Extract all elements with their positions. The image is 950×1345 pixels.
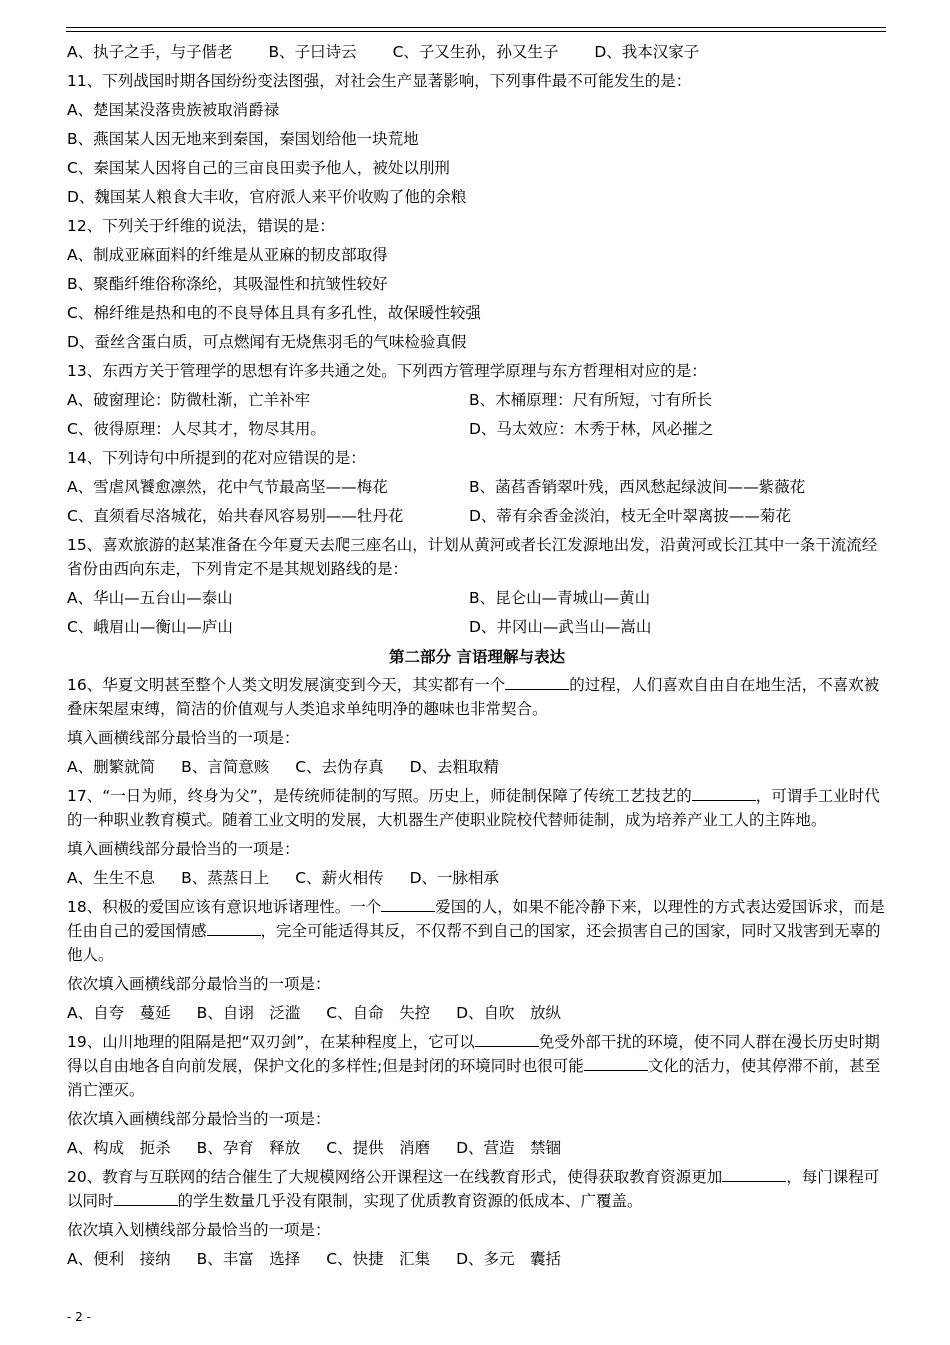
header-rule xyxy=(66,27,886,28)
question-text: 19、山川地理的阻隔是把“双刃剑”，在某种程度上，它可以 xyxy=(67,1033,475,1051)
question-text: 爱国的人，如果不能冷静下来，以理性的方式表达爱国诉求，而是任由自己的爱国情感 xyxy=(67,898,885,940)
option-b: B、孕育 释放 xyxy=(196,1139,301,1157)
options-row xyxy=(67,1245,887,1274)
option-a: A、华山—五台山—泰山 xyxy=(67,589,233,607)
option-c: C、去伪存真 xyxy=(295,758,384,776)
option-c: C、提供 消磨 xyxy=(326,1139,431,1157)
option-b: B、昆仑山—青城山—黄山 xyxy=(469,589,651,607)
option-a: A、构成 扼杀 xyxy=(67,1139,171,1157)
fill-blank xyxy=(692,786,756,801)
question-17 xyxy=(67,782,887,832)
question-prompt: 依次填入画横线部分最恰当的一项是： xyxy=(67,975,331,993)
options-row xyxy=(67,386,887,415)
document-body xyxy=(67,38,887,1274)
option-d: D、魏国某人粮食大丰收，官府派人来平价收购了他的余粮 xyxy=(67,188,467,206)
question-text: 16、华夏文明甚至整个人类文明发展演变到今天，其实都有一个 xyxy=(67,676,506,694)
options-row xyxy=(67,999,887,1028)
question-text: 18、积极的爱国应该有意识地诉诸理性。一个 xyxy=(67,898,382,916)
fill-blank xyxy=(584,1056,648,1071)
option-c: C、峨眉山—衡山—庐山 xyxy=(67,618,233,636)
options-row xyxy=(67,864,887,893)
options-row xyxy=(67,502,887,531)
option-c: C、直须看尽洛城花，始共春风容易别——牡丹花 xyxy=(67,507,404,525)
option-d: D、井冈山—武当山—嵩山 xyxy=(469,618,652,636)
fill-blank xyxy=(207,921,261,936)
question-text: 免受外部干扰的环境，使不同人群在漫长历史时期得以自由地各自向前发展，保护文化的多样性;但是封闭的环境同时也很可能 xyxy=(67,1033,880,1075)
question-16 xyxy=(67,671,887,721)
fill-blank xyxy=(475,1032,539,1047)
option-a: A、生生不息 xyxy=(67,869,156,887)
question-text: 文化的活力，使其停滞不前，甚至消亡湮灭。 xyxy=(67,1057,881,1099)
option-b: B、蒸蒸日上 xyxy=(181,869,270,887)
question-14: 14、下列诗句中所提到的花对应错误的是： xyxy=(67,449,366,467)
question-text: ，完全可能适得其反，不仅帮不到自己的国家，还会损害自己的国家，同时又戕害到无辜的他人。 xyxy=(67,922,881,964)
question-13: 13、东西方关于管理学的思想有许多共通之处。下列西方管理学原理与东方哲理相对应的是： xyxy=(67,362,707,380)
question-prompt: 填入画横线部分最恰当的一项是： xyxy=(67,729,300,747)
option-d: D、去粗取精 xyxy=(409,758,500,776)
fill-blank xyxy=(505,675,569,690)
question-text: 的过程，人们喜欢自由自在地生活，不喜欢被叠床架屋束缚，简洁的价值观与人类追求单纯明净的趣味也非常契合。 xyxy=(67,676,880,718)
option-a: A、破窗理论：防微杜渐，亡羊补牢 xyxy=(67,391,311,409)
section-heading: 第二部分 言语理解与表达 xyxy=(389,647,565,666)
option-d: D、蒂有余香金淡泊，枝无全叶翠离披——菊花 xyxy=(469,507,791,525)
option-c: C、快捷 汇集 xyxy=(326,1250,431,1268)
question-12: 12、下列关于纤维的说法，错误的是： xyxy=(67,217,335,235)
option-c: C、秦国某人因将自己的三亩良田卖予他人，被处以刖刑 xyxy=(67,159,450,177)
option-d: D、蚕丝含蛋白质，可点燃闻有无烧焦羽毛的气味检验真假 xyxy=(67,333,467,351)
option-b: B、菡萏香销翠叶残，西风愁起绿波间——紫薇花 xyxy=(469,478,806,496)
option-c: C、自命 失控 xyxy=(326,1004,431,1022)
option-b: B、丰富 选择 xyxy=(196,1250,301,1268)
question-10-options: A、执子之手，与子偕老 B、子曰诗云 C、子又生孙，孙又生子 D、我本汉家子 xyxy=(67,43,700,61)
option-c: C、棉纤维是热和电的不良导体且具有多孔性，故保暖性较强 xyxy=(67,304,481,322)
question-11: 11、下列战国时期各国纷纷变法图强，对社会生产显著影响，下列事件最不可能发生的是： xyxy=(67,72,692,90)
fill-blank xyxy=(381,897,435,912)
options-row xyxy=(67,584,887,613)
question-15: 15、喜欢旅游的赵某准备在今年夏天去爬三座名山，计划从黄河或者长江发源地出发，沿黄河或长江其中一条干流流经省份由西向东走，下列肯定不是其规划路线的是： xyxy=(67,536,878,578)
option-b: B、聚酯纤维俗称涤纶，其吸湿性和抗皱性较好 xyxy=(67,275,388,293)
question-prompt: 依次填入画横线部分最恰当的一项是： xyxy=(67,1110,331,1128)
question-text: 17、“一日为师，终身为父”，是传统师徒制的写照。历史上，师徒制保障了传统工艺技艺的 xyxy=(67,787,692,805)
question-19 xyxy=(67,1028,887,1102)
option-b: B、自诩 泛滥 xyxy=(196,1004,301,1022)
question-18 xyxy=(67,893,887,967)
option-b: B、木桶原理：尺有所短，寸有所长 xyxy=(469,391,713,409)
question-prompt: 填入画横线部分最恰当的一项是： xyxy=(67,840,300,858)
option-b: B、燕国某人因无地来到秦国，秦国划给他一块荒地 xyxy=(67,130,419,148)
options-row xyxy=(67,613,887,642)
question-prompt: 依次填入划横线部分最恰当的一项是： xyxy=(67,1221,331,1239)
option-a: A、便利 接纳 xyxy=(67,1250,171,1268)
options-row xyxy=(67,415,887,444)
options-row xyxy=(67,753,887,782)
options-row xyxy=(67,1134,887,1163)
option-d: D、自吹 放纵 xyxy=(456,1004,562,1022)
option-a: A、楚国某没落贵族被取消爵禄 xyxy=(67,101,280,119)
question-text: 20、教育与互联网的结合催生了大规模网络公开课程这一在线教育形式，使得获取教育资源更加 xyxy=(67,1168,723,1186)
option-a: A、自夸 蔓延 xyxy=(67,1004,171,1022)
option-d: D、多元 囊括 xyxy=(456,1250,562,1268)
option-d: D、马太效应：木秀于林，风必摧之 xyxy=(469,420,714,438)
question-text: ，每门课程可以同时 xyxy=(67,1168,880,1210)
option-c: C、彼得原理：人尽其才，物尽其用。 xyxy=(67,420,326,438)
header-rule-thin xyxy=(66,31,886,32)
question-text: 的学生数量几乎没有限制，实现了优质教育资源的低成本、广覆盖。 xyxy=(177,1192,643,1210)
page-number: - 2 - xyxy=(67,1310,91,1324)
fill-blank xyxy=(114,1191,178,1206)
option-a: A、删繁就简 xyxy=(67,758,156,776)
option-a: A、制成亚麻面料的纤维是从亚麻的韧皮部取得 xyxy=(67,246,388,264)
fill-blank xyxy=(722,1167,786,1182)
question-20 xyxy=(67,1163,887,1213)
option-c: C、薪火相传 xyxy=(295,869,384,887)
option-b: B、言简意赅 xyxy=(181,758,270,776)
option-d: D、营造 禁锢 xyxy=(456,1139,562,1157)
option-d: D、一脉相承 xyxy=(409,869,500,887)
options-row xyxy=(67,473,887,502)
question-text: ，可谓手工业时代的一种职业教育模式。随着工业文明的发展，大机器生产使职业院校代替师徒制，成为培养产业工人的主阵地。 xyxy=(67,787,880,829)
option-a: A、雪虐风饕愈凛然，花中气节最高坚——梅花 xyxy=(67,478,388,496)
